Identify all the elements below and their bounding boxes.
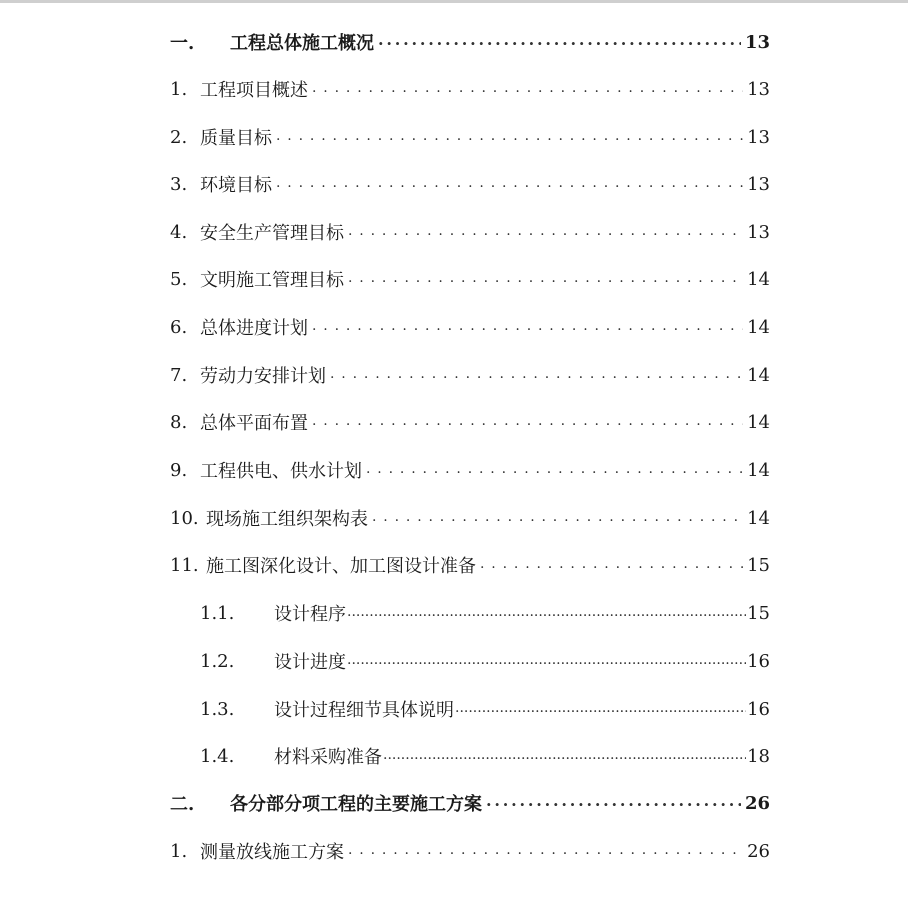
toc-entry[interactable] [170,407,770,437]
toc-entry-page: 14 [747,459,770,481]
toc-entry-page: 14 [747,268,770,290]
toc-subentry[interactable] [200,646,770,676]
toc-entry-page: 13 [747,173,770,195]
toc-entry-title: 总体进度计划 [200,318,308,339]
dot-leader [347,652,746,670]
toc-entry-title: 总体平面布置 [200,413,308,434]
toc-entry-number: 1.3. [200,698,235,720]
toc-entry-title: 设计进度 [274,652,346,673]
toc-entry-title: 环境目标 [200,175,272,196]
toc-entry-title: 材料采购准备 [274,747,382,768]
toc-entry-page: 14 [747,411,770,433]
toc-entry-number: 二. [170,794,195,815]
dot-leader [347,604,746,622]
dot-leader [348,270,743,288]
toc-entry-number: 11. [170,554,199,576]
toc-entry-page: 15 [747,602,770,624]
dot-leader [383,747,746,765]
toc-entry-number: 10. [170,507,199,529]
dot-leader [480,556,743,574]
toc-entry[interactable] [170,360,770,390]
toc-entry-number: 3. [170,173,188,195]
toc-entry-title: 设计程序 [274,604,346,625]
dot-leader [348,223,743,241]
toc-entry-title: 工程项目概述 [200,80,308,101]
toc-entry-title: 设计过程细节具体说明 [274,700,454,721]
toc-subentry[interactable] [200,741,770,771]
toc-entry-title: 现场施工组织架构表 [206,509,368,530]
toc-entry-section-1[interactable] [170,27,770,57]
toc-entry-page: 13 [747,221,770,243]
toc-entry[interactable] [170,836,770,866]
toc-entry-title: 测量放线施工方案 [200,842,344,863]
toc-entry[interactable] [170,169,770,199]
toc-entry-number: 5. [170,268,188,290]
toc-entry[interactable] [170,264,770,294]
toc-entry-number: 1.1. [200,602,235,624]
dot-leader [330,366,743,384]
dot-leader [378,33,741,51]
toc-entry-title: 各分部分项工程的主要施工方案 [230,794,482,815]
dot-leader [276,128,743,146]
toc-entry-number: 7. [170,364,188,386]
toc-entry-number: 8. [170,411,188,433]
dot-leader [348,842,743,860]
toc-subentry[interactable] [200,598,770,628]
toc-entry-number: 一. [170,33,195,54]
toc-entry-page: 18 [747,745,770,767]
toc-entry-number: 1.4. [200,745,235,767]
toc-entry-page: 13 [747,78,770,100]
toc-entry-number: 6. [170,316,188,338]
toc-entry-title: 质量目标 [200,128,272,149]
toc-entry-page: 14 [747,364,770,386]
toc-entry-number: 1.2. [200,650,235,672]
toc-entry-title: 安全生产管理目标 [200,223,344,244]
toc-entry-number: 9. [170,459,188,481]
toc-entry-page: 14 [747,507,770,529]
dot-leader [455,700,746,718]
toc-entry-page: 15 [747,554,770,576]
toc-entry-page: 26 [747,840,770,862]
toc-entry[interactable] [170,74,770,104]
toc-entry[interactable] [170,217,770,247]
dot-leader [312,80,743,98]
dot-leader [372,509,743,527]
toc-entry-page: 14 [747,316,770,338]
toc-entry[interactable] [170,312,770,342]
toc-entry-page: 13 [744,31,770,53]
toc-entry-page: 16 [747,698,770,720]
toc-entry-section-2[interactable] [170,788,770,818]
toc-entry-title: 劳动力安排计划 [200,366,326,387]
dot-leader [312,413,743,431]
dot-leader [312,318,743,336]
toc-entry[interactable] [170,550,770,580]
toc-entry-page: 13 [747,126,770,148]
toc-entry[interactable] [170,122,770,152]
toc-entry-page: 16 [747,650,770,672]
toc-entry[interactable] [170,455,770,485]
toc-subentry[interactable] [200,694,770,724]
top-border [0,0,908,3]
dot-leader [276,175,743,193]
toc-entry-number: 4. [170,221,188,243]
toc-entry-title: 工程总体施工概况 [230,33,374,54]
toc-entry-number: 2. [170,126,188,148]
toc-entry-title: 施工图深化设计、加工图设计准备 [206,556,476,577]
toc-entry-number: 1. [170,78,188,100]
toc-entry-number: 1. [170,840,188,862]
toc-entry-title: 文明施工管理目标 [200,270,344,291]
toc-entry-page: 26 [744,792,770,814]
toc-entry[interactable] [170,503,770,533]
toc-entry-title: 工程供电、供水计划 [200,461,362,482]
dot-leader [366,461,743,479]
dot-leader [486,794,741,812]
